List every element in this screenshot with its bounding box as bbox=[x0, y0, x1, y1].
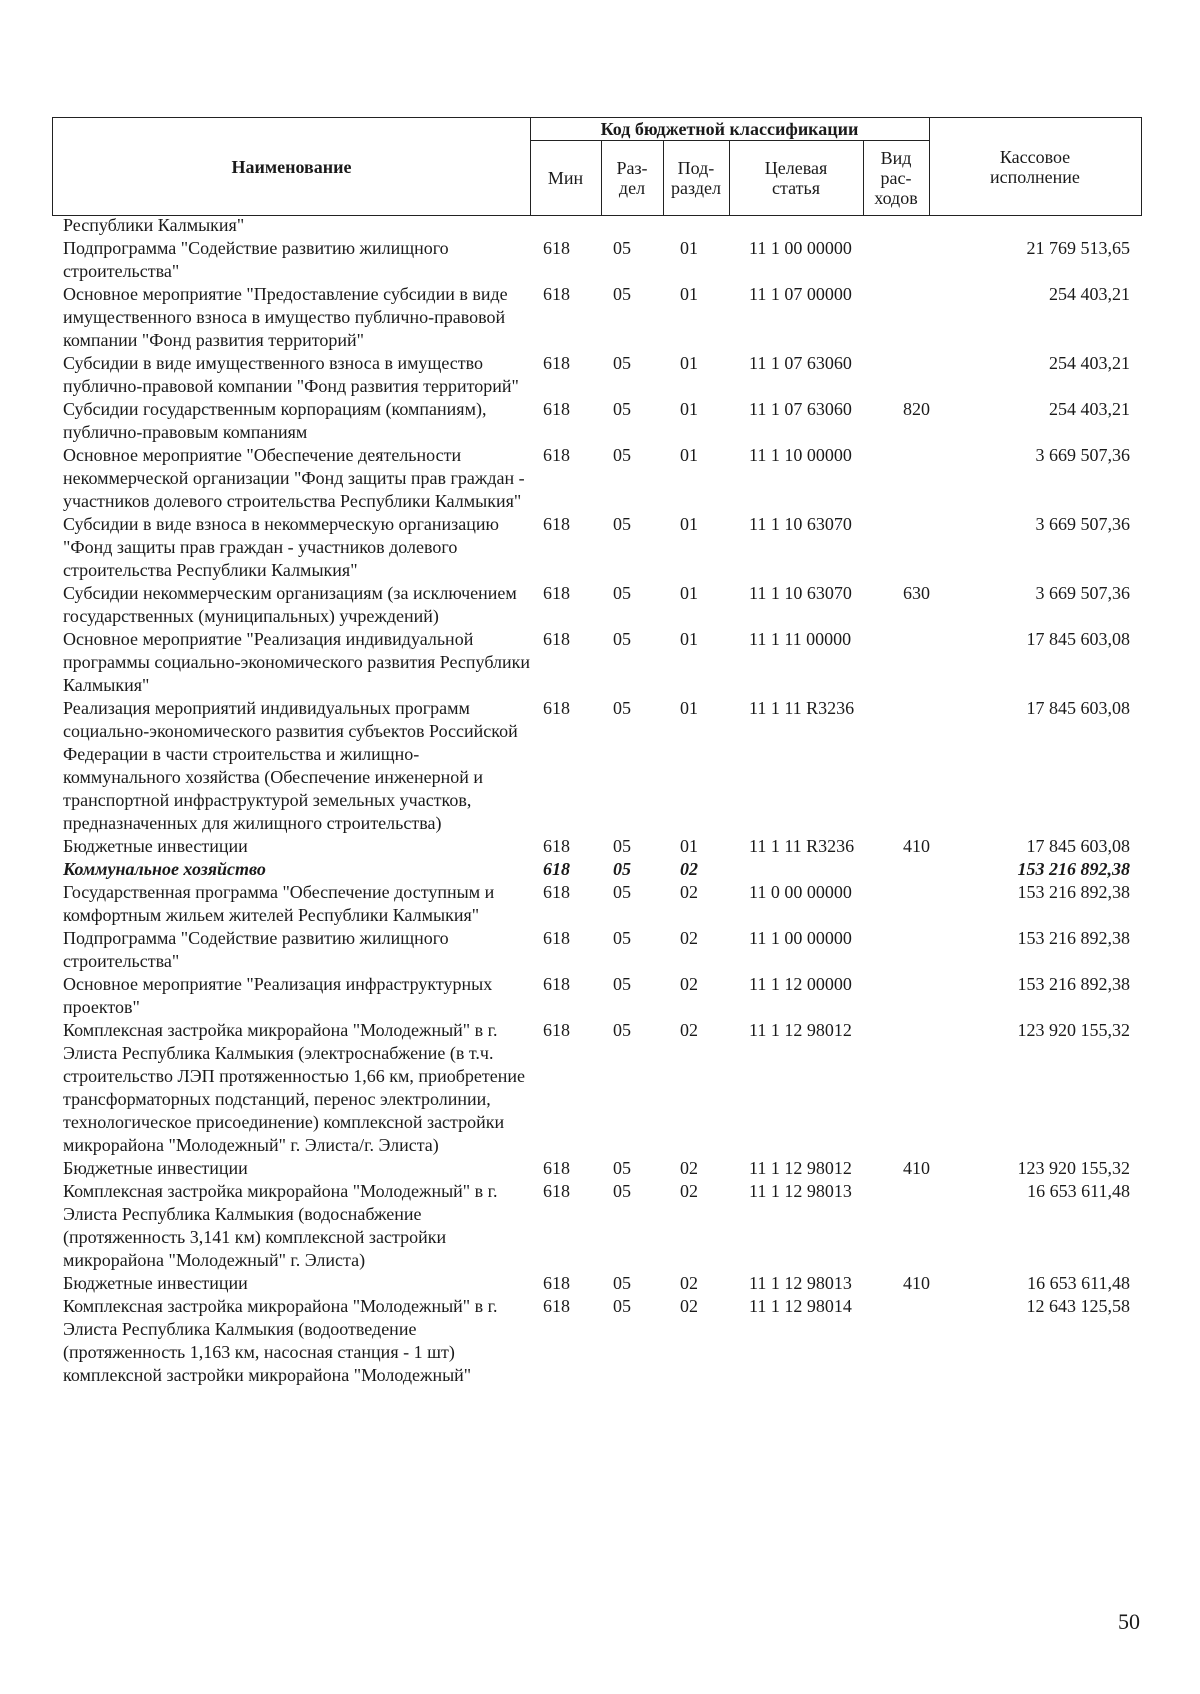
row-razdel: 05 bbox=[613, 882, 631, 902]
row-min: 618 bbox=[543, 399, 570, 419]
row-sum: 16 653 611,48 bbox=[1027, 1181, 1130, 1201]
row-sum: 153 216 892,38 bbox=[1017, 882, 1130, 902]
row-sum: 3 669 507,36 bbox=[1035, 583, 1130, 603]
row-podrazdel: 01 bbox=[680, 445, 698, 465]
row-sum: 17 845 603,08 bbox=[1026, 698, 1130, 718]
row-sum: 12 643 125,58 bbox=[1026, 1296, 1130, 1316]
table-row bbox=[0, 237, 1200, 283]
row-name: Основное мероприятие "Обеспечение деятельности некоммерческой организации "Фонд защиты прав граждан - участников долевого строительства Республики Калмыкия" bbox=[63, 445, 525, 511]
row-sum: 153 216 892,38 bbox=[1017, 974, 1130, 994]
row-csr: 11 1 12 00000 bbox=[749, 974, 852, 994]
row-sum: 153 216 892,38 bbox=[1017, 859, 1130, 879]
row-vid: 410 bbox=[903, 1158, 930, 1178]
row-razdel: 05 bbox=[613, 514, 631, 534]
row-razdel: 05 bbox=[613, 974, 631, 994]
row-name: Бюджетные инвестиции bbox=[63, 836, 248, 856]
row-min: 618 bbox=[543, 238, 570, 258]
row-name: Субсидии в виде взноса в некоммерческую организацию "Фонд защиты прав граждан - участников долевого строительства Республики Калмыкия" bbox=[63, 514, 499, 580]
header-csr: Целевая статья bbox=[764, 157, 828, 198]
header-name: Наименование bbox=[231, 156, 352, 177]
row-name: Государственная программа "Обеспечение доступным и комфортным жильем жителей Республики Калмыкия" bbox=[63, 882, 495, 925]
table-row bbox=[0, 927, 1200, 973]
row-razdel: 05 bbox=[613, 445, 631, 465]
row-podrazdel: 02 bbox=[680, 1020, 698, 1040]
row-razdel: 05 bbox=[613, 1158, 631, 1178]
row-podrazdel: 01 bbox=[680, 514, 698, 534]
row-sum: 123 920 155,32 bbox=[1017, 1020, 1130, 1040]
table-header bbox=[52, 117, 1142, 216]
row-min: 618 bbox=[543, 1181, 570, 1201]
row-name: Реализация мероприятий индивидуальных программ социально-экономического развития субъектов Российской Федерации в части строительства и жилищно-коммунального хозяйства (Обеспечение инженерной и транспортной инфраструктурой земельных участков, предназначенных для жилищного строительства) bbox=[63, 698, 518, 833]
row-podrazdel: 01 bbox=[680, 399, 698, 419]
row-podrazdel: 01 bbox=[680, 836, 698, 856]
row-name: Республики Калмыкия" bbox=[63, 215, 245, 235]
row-vid: 820 bbox=[903, 399, 930, 419]
row-name: Коммунальное хозяйство bbox=[63, 859, 266, 879]
row-razdel: 05 bbox=[613, 1020, 631, 1040]
row-min: 618 bbox=[543, 882, 570, 902]
table-row bbox=[0, 881, 1200, 927]
row-csr: 11 1 12 98012 bbox=[749, 1158, 852, 1178]
table-row bbox=[0, 214, 1200, 237]
row-podrazdel: 02 bbox=[680, 974, 698, 994]
row-csr: 11 1 11 00000 bbox=[749, 629, 852, 649]
row-csr: 11 0 00 00000 bbox=[749, 882, 852, 902]
row-podrazdel: 02 bbox=[680, 1181, 698, 1201]
row-csr: 11 1 12 98013 bbox=[749, 1181, 852, 1201]
row-min: 618 bbox=[543, 445, 570, 465]
row-min: 618 bbox=[543, 1158, 570, 1178]
row-csr: 11 1 07 63060 bbox=[749, 353, 852, 373]
row-vid: 630 bbox=[903, 583, 930, 603]
row-csr: 11 1 10 00000 bbox=[749, 445, 852, 465]
row-name: Субсидии в виде имущественного взноса в имущество публично-правовой компании "Фонд развития территорий" bbox=[63, 353, 519, 396]
row-sum: 17 845 603,08 bbox=[1026, 629, 1130, 649]
row-name: Бюджетные инвестиции bbox=[63, 1158, 248, 1178]
row-sum: 3 669 507,36 bbox=[1035, 514, 1130, 534]
row-csr: 11 1 07 63060 bbox=[749, 399, 852, 419]
row-sum: 153 216 892,38 bbox=[1017, 928, 1130, 948]
row-name: Бюджетные инвестиции bbox=[63, 1273, 248, 1293]
table-row bbox=[0, 1272, 1200, 1295]
page-number: 50 bbox=[1118, 1609, 1140, 1634]
row-razdel: 05 bbox=[613, 928, 631, 948]
table-row bbox=[0, 283, 1200, 352]
table-row bbox=[0, 444, 1200, 513]
header-min: Мин bbox=[547, 167, 584, 188]
row-podrazdel: 01 bbox=[680, 284, 698, 304]
row-min: 618 bbox=[543, 859, 570, 879]
row-min: 618 bbox=[543, 974, 570, 994]
row-podrazdel: 02 bbox=[680, 1296, 698, 1316]
row-name: Комплексная застройка микрорайона "Молодежный" в г. Элиста Республика Калмыкия (водоотведение (протяженность 1,163 км, насосная станция - 1 шт) комплексной застройки микрорайона "Молодежный" bbox=[63, 1296, 498, 1385]
row-csr: 11 1 12 98014 bbox=[749, 1296, 852, 1316]
row-name: Комплексная застройка микрорайона "Молодежный" в г. Элиста Республика Калмыкия (электроснабжение (в т.ч. строительство ЛЭП протяженностью 1,66 км, приобретение трансформаторных подстанций, перенос электролинии, технологическое присоединение) комплексной застройки микрорайона "Молодежный" г. Элиста/г. Элиста) bbox=[63, 1020, 525, 1155]
row-min: 618 bbox=[543, 928, 570, 948]
row-sum: 254 403,21 bbox=[1049, 284, 1130, 304]
row-csr: 11 1 10 63070 bbox=[749, 583, 852, 603]
table-row bbox=[0, 1295, 1200, 1387]
row-razdel: 05 bbox=[613, 284, 631, 304]
table-body bbox=[0, 214, 1200, 1387]
row-vid: 410 bbox=[903, 1273, 930, 1293]
row-csr: 11 1 11 R3236 bbox=[749, 698, 855, 718]
row-csr: 11 1 12 98013 bbox=[749, 1273, 852, 1293]
row-razdel: 05 bbox=[613, 859, 631, 879]
header-vid: Вид рас- ходов bbox=[874, 147, 918, 208]
row-min: 618 bbox=[543, 284, 570, 304]
row-min: 618 bbox=[543, 514, 570, 534]
row-name: Основное мероприятие "Предоставление субсидии в виде имущественного взноса в имущество публично-правовой компании "Фонд развития территорий" bbox=[63, 284, 508, 350]
row-razdel: 05 bbox=[613, 1181, 631, 1201]
row-sum: 16 653 611,48 bbox=[1027, 1273, 1130, 1293]
row-csr: 11 1 07 00000 bbox=[749, 284, 852, 304]
row-podrazdel: 01 bbox=[680, 353, 698, 373]
table-row bbox=[0, 697, 1200, 835]
table-row bbox=[0, 1019, 1200, 1157]
row-csr: 11 1 10 63070 bbox=[749, 514, 852, 534]
row-min: 618 bbox=[543, 629, 570, 649]
row-csr: 11 1 12 98012 bbox=[749, 1020, 852, 1040]
row-razdel: 05 bbox=[613, 583, 631, 603]
row-podrazdel: 01 bbox=[680, 698, 698, 718]
row-podrazdel: 02 bbox=[680, 928, 698, 948]
table-row bbox=[0, 835, 1200, 858]
row-razdel: 05 bbox=[613, 399, 631, 419]
row-sum: 123 920 155,32 bbox=[1017, 1158, 1130, 1178]
row-min: 618 bbox=[543, 583, 570, 603]
row-sum: 17 845 603,08 bbox=[1026, 836, 1130, 856]
row-csr: 11 1 00 00000 bbox=[749, 928, 852, 948]
row-podrazdel: 02 bbox=[680, 882, 698, 902]
row-name: Комплексная застройка микрорайона "Молодежный" в г. Элиста Республика Калмыкия (водоснабжение (протяженность 3,141 км) комплексной застройки микрорайона "Молодежный" г. Элиста) bbox=[63, 1181, 498, 1270]
row-min: 618 bbox=[543, 353, 570, 373]
row-name: Основное мероприятие "Реализация инфраструктурных проектов" bbox=[63, 974, 493, 1017]
table-row bbox=[0, 628, 1200, 697]
table-row bbox=[0, 352, 1200, 398]
row-sum: 254 403,21 bbox=[1049, 399, 1130, 419]
header-razdel: Раз- дел bbox=[616, 157, 648, 198]
row-name: Субсидии государственным корпорациям (компаниям), публично-правовым компаниям bbox=[63, 399, 487, 442]
row-name: Субсидии некоммерческим организациям (за исключением государственных (муниципальных) учреждений) bbox=[63, 583, 517, 626]
row-sum: 21 769 513,65 bbox=[1026, 238, 1130, 258]
table-row bbox=[0, 513, 1200, 582]
row-podrazdel: 01 bbox=[680, 629, 698, 649]
table-row bbox=[0, 858, 1200, 881]
table-row bbox=[0, 582, 1200, 628]
row-podrazdel: 02 bbox=[680, 859, 698, 879]
row-min: 618 bbox=[543, 1020, 570, 1040]
header-kbk: Код бюджетной классификации bbox=[600, 119, 859, 139]
row-csr: 11 1 11 R3236 bbox=[749, 836, 855, 856]
row-min: 618 bbox=[543, 1273, 570, 1293]
table-row bbox=[0, 398, 1200, 444]
row-razdel: 05 bbox=[613, 353, 631, 373]
row-vid: 410 bbox=[903, 836, 930, 856]
row-podrazdel: 02 bbox=[680, 1158, 698, 1178]
row-csr: 11 1 00 00000 bbox=[749, 238, 852, 258]
row-min: 618 bbox=[543, 1296, 570, 1316]
row-razdel: 05 bbox=[613, 238, 631, 258]
row-podrazdel: 01 bbox=[680, 583, 698, 603]
header-podrazdel: Под- раздел bbox=[671, 157, 721, 198]
row-razdel: 05 bbox=[613, 629, 631, 649]
row-name: Основное мероприятие "Реализация индивидуальной программы социально-экономического развития Республики Калмыкия" bbox=[63, 629, 531, 695]
row-podrazdel: 02 bbox=[680, 1273, 698, 1293]
row-razdel: 05 bbox=[613, 1273, 631, 1293]
row-razdel: 05 bbox=[613, 698, 631, 718]
row-razdel: 05 bbox=[613, 836, 631, 856]
row-podrazdel: 01 bbox=[680, 238, 698, 258]
row-sum: 3 669 507,36 bbox=[1035, 445, 1130, 465]
table-row bbox=[0, 1180, 1200, 1272]
table-row bbox=[0, 973, 1200, 1019]
table-row bbox=[0, 1157, 1200, 1180]
row-name: Подпрограмма "Содействие развитию жилищного строительства" bbox=[63, 928, 449, 971]
row-sum: 254 403,21 bbox=[1049, 353, 1130, 373]
row-min: 618 bbox=[543, 698, 570, 718]
header-kassa: Кассовое исполнение bbox=[990, 146, 1080, 187]
row-min: 618 bbox=[543, 836, 570, 856]
row-name: Подпрограмма "Содействие развитию жилищного строительства" bbox=[63, 238, 449, 281]
row-razdel: 05 bbox=[613, 1296, 631, 1316]
